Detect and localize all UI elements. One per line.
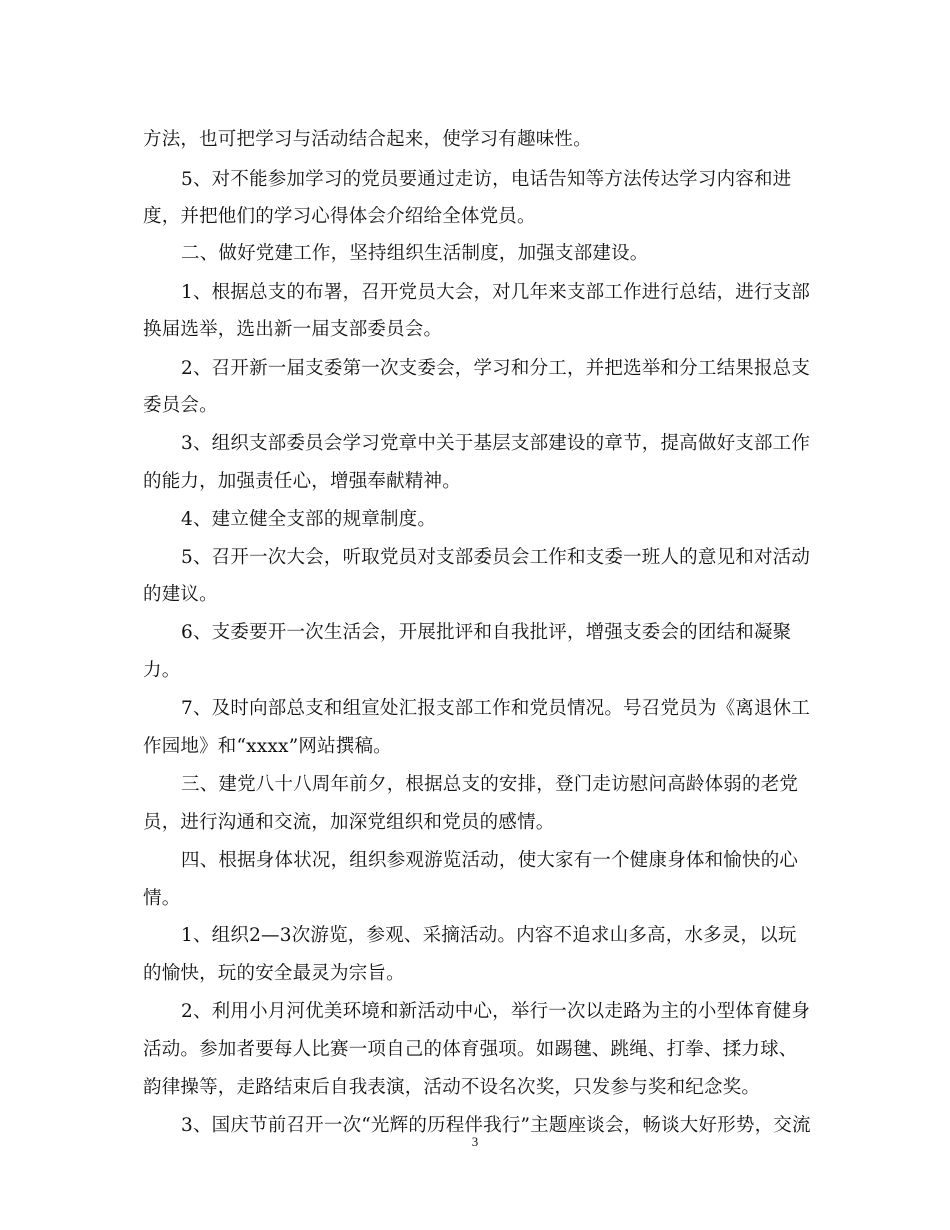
text-line: 4、建立健全支部的规章制度。 [181,509,437,530]
text-line: 四、根据身体状况，组织参观游览活动，使大家有一个健康身体和愉快的心 [181,850,799,871]
text-line: 3、组织支部委员会学习党章中关于基层支部建设的章节，提高做好支部工作 [181,433,811,454]
text-line: 2、召开新一届支委第一次支委会，学习和分工，并把选举和分工结果报总支 [181,358,811,379]
text-line: 活动。参加者要每人比赛一项自己的体育强项。如踢毽、跳绳、打拳、揉力球、 [143,1039,798,1060]
text-line: 1、组织2—3次游览，参观、采摘活动。内容不追求山多高，水多灵，以玩 [181,925,797,946]
text-line: 二、做好党建工作，坚持组织生活制度，加强支部建设。 [181,243,649,264]
text-line: 5、召开一次大会，听取党员对支部委员会工作和支委一班人的意见和对活动 [181,547,811,568]
text-line: 换届选举，选出新一届支部委员会。 [143,319,443,340]
text-line: 韵律操等，走路结束后自我表演，活动不设名次奖，只发参与奖和纪念奖。 [143,1077,761,1098]
text-line: 作园地》和“xxxx”网站撰稿。 [143,736,392,757]
text-line: 5、对不能参加学习的党员要通过走访，电话告知等方法传达学习内容和进 [181,169,792,190]
text-line: 的愉快，玩的安全最灵为宗旨。 [143,963,405,984]
text-line: 方法，也可把学习与活动结合起来，使学习有趣味性。 [143,129,592,150]
text-line: 1、根据总支的布署，召开党员大会，对几年来支部工作进行总结，进行支部 [181,282,811,303]
text-line: 6、支委要开一次生活会，开展批评和自我批评，增强支委会的团结和凝聚 [181,622,792,643]
text-line: 情。 [143,888,181,909]
text-line: 力。 [143,660,181,681]
text-line: 7、及时向部总支和组宣处汇报支部工作和党员情况。号召党员为《离退休工 [181,698,811,719]
page-number: 3 [471,1134,479,1149]
text-line: 委员会。 [143,395,218,416]
text-line: 3、国庆节前召开一次“光辉的历程伴我行”主题座谈会，畅谈大好形势，交流 [181,1115,811,1136]
text-line: 三、建党八十八周年前夕，根据总支的安排，登门走访慰问高龄体弱的老党 [181,774,799,795]
text-line: 的建议。 [143,584,218,605]
text-line: 度，并把他们的学习心得体会介绍给全体党员。 [143,206,536,227]
text-line: 2、利用小月河优美环境和新活动中心，举行一次以走路为主的小型体育健身 [181,1001,811,1022]
text-line: 的能力，加强责任心，增强奉献精神。 [143,471,461,492]
text-line: 员，进行沟通和交流，加深党组织和党员的感情。 [143,812,555,833]
